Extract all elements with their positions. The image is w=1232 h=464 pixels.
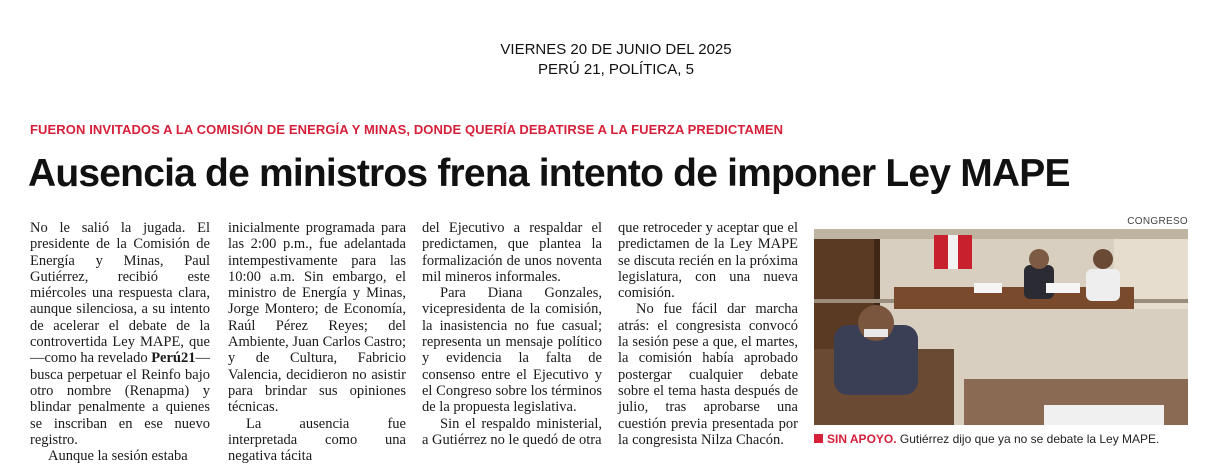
- masthead: [0, 40, 1232, 80]
- body-column-3: [422, 220, 602, 454]
- section-label: PERÚ 21, POLÍTICA, 5: [538, 61, 694, 78]
- paragraph: que retroceder y aceptar que el predictamen de la Ley MAPE se discuta recién en la próxima legislatura, con una nueva comisión.: [618, 220, 798, 302]
- body-column-2: [228, 220, 407, 464]
- caption-label: SIN APOYO.: [827, 432, 897, 446]
- paragraph: No fue fácil dar marcha atrás: el congresista convocó la sesión pese a que, el martes, la comisión había aprobado postergar cualquier debate sobre el tema hasta después de julio, tras aprobarse una cuestión previa presentada por la congresista Nilza Chacón.: [618, 301, 798, 448]
- photo-credit: CONGRESO: [1127, 216, 1188, 227]
- paragraph: Aunque la sesión estaba: [48, 448, 188, 464]
- paragraph: del Ejecutivo a respaldar el predictamen, que plantea la formalización de unos noventa mil mineros informales.: [422, 220, 602, 285]
- article-kicker: FUERON INVITADOS A LA COMISIÓN DE ENERGÍA Y MINAS, DONDE QUERÍA DEBATIRSE A LA FUERZA PREDICTAMEN: [30, 122, 784, 137]
- paragraph: inicialmente programada para las 2:00 p.m., fue adelantada intempestivamente para las 10:00 a.m. Sin embargo, el ministro de Energía y Minas, Jorge Montero; de Economía, Raúl Pérez Reyes; del Ambiente, Juan Carlos Castro; y de Cultura, Fabricio Valencia, decidieron no asistir para brindar sus opiniones técnicas.: [228, 220, 407, 416]
- caption-bullet-icon: [814, 434, 823, 443]
- body-column-1: [30, 220, 210, 464]
- article-headline: Ausencia de ministros frena intento de imponer Ley MAPE: [28, 152, 1070, 195]
- paragraph: No le salió la jugada. El presidente de la Comisión de Energía y Minas, Paul Gutiérrez, recibió este miércoles una respuesta clara, aunque silenciosa, a su intento de acelerar el debate de la controvertida Ley MAPE, que —como ha revelado Perú21— busca perpetuar el Reinfo bajo otro nombre (Renapma) y blindar penalmente a quienes se inscriban en ese nuevo registro.: [30, 220, 210, 448]
- issue-date: VIERNES 20 DE JUNIO DEL 2025: [500, 41, 732, 58]
- paragraph: Para Diana Gonzales, vicepresidenta de la comisión, la inasistencia no fue casual; representa un mensaje político y evidencia la falta de consenso entre el Ejecutivo y el Congreso sobre los términos de la propuesta legislativa.: [422, 285, 602, 416]
- paragraph: Sin el respaldo ministerial, a Gutiérrez no le quedó de otra: [422, 415, 602, 448]
- brand-mention: Perú21: [151, 350, 196, 367]
- photo-caption: [814, 432, 1194, 446]
- paragraph: La ausencia fue interpretada como una negativa tácita: [228, 415, 406, 464]
- caption-text: Gutiérrez dijo que ya no se debate la Ley MAPE.: [896, 432, 1160, 446]
- news-photo: [814, 229, 1188, 425]
- body-column-4: [618, 220, 798, 454]
